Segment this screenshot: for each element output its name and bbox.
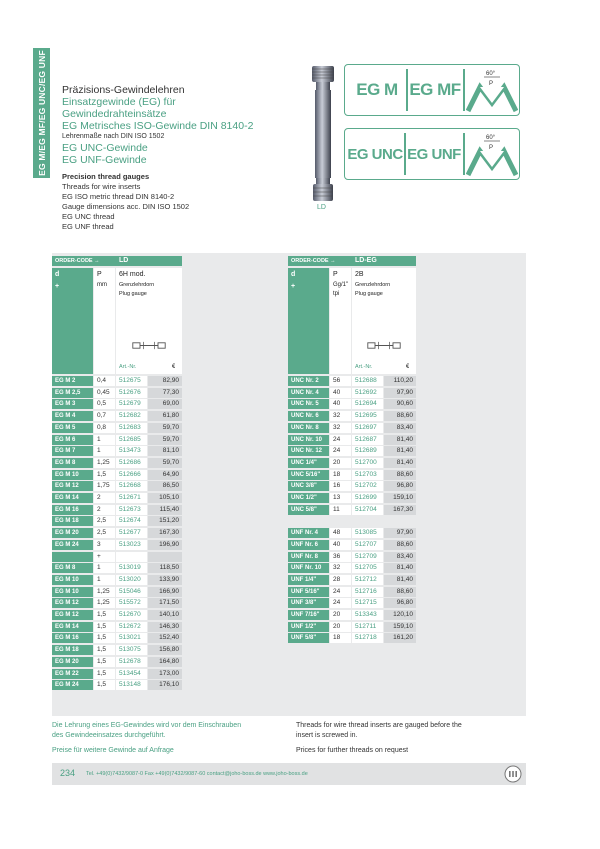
right-row-art: 512700 bbox=[352, 458, 383, 468]
left-row-d: EG M 24 bbox=[52, 680, 93, 690]
left-row-art: 512678 bbox=[116, 657, 147, 667]
left-row-p: 1 bbox=[94, 435, 115, 445]
right-row-d: UNF 3/8" bbox=[288, 598, 329, 608]
right-col-plus: + bbox=[291, 283, 296, 290]
right-row-d: UNC Nr. 8 bbox=[288, 423, 329, 433]
right-row-price: 81,40 bbox=[384, 563, 416, 573]
right-row-d: UNF Nr. 10 bbox=[288, 563, 329, 573]
green-line-2: Gewindedrahteinsätze bbox=[62, 108, 167, 120]
left-row-d: EG M 4 bbox=[52, 411, 93, 421]
logo-angle-2: 60° bbox=[486, 135, 496, 141]
right-col-p-unit2: tpi bbox=[333, 291, 340, 297]
right-row-art: 512695 bbox=[352, 411, 383, 421]
left-row-d: EG M 22 bbox=[52, 669, 93, 679]
left-row-p: 1,5 bbox=[94, 633, 115, 643]
logo-eg-unc-unf bbox=[344, 128, 520, 180]
left-row-price: 164,80 bbox=[148, 657, 182, 667]
left-row-price: 81,10 bbox=[148, 446, 182, 456]
en-line-2: EG ISO metric thread DIN 8140-2 bbox=[62, 192, 175, 201]
right-row-art: 512711 bbox=[352, 622, 383, 632]
left-row-p: 2 bbox=[94, 493, 115, 503]
left-row-art: 512683 bbox=[116, 423, 147, 433]
left-art-nr: Art.-Nr. bbox=[119, 364, 137, 370]
left-row-d: EG M 3 bbox=[52, 399, 93, 409]
right-order-code: ORDER-CODE → bbox=[288, 256, 352, 266]
left-row-price: 133,90 bbox=[148, 575, 182, 585]
left-row-p: 1,5 bbox=[94, 680, 115, 690]
right-row-p: 18 bbox=[330, 470, 351, 480]
left-row-art: 512676 bbox=[116, 388, 147, 398]
left-row-price: 152,40 bbox=[148, 633, 182, 643]
right-row-d: UNC 1/2" bbox=[288, 493, 329, 503]
right-row-art: 512697 bbox=[352, 423, 383, 433]
gauge-dims-de: Lehrenmaße nach DIN ISO 1502 bbox=[62, 133, 165, 140]
left-row-p: 1 bbox=[94, 446, 115, 456]
left-row-p: 1,5 bbox=[94, 645, 115, 655]
left-row-price: 86,50 bbox=[148, 481, 182, 491]
left-row-d: EG M 5 bbox=[52, 423, 93, 433]
right-row-p: 11 bbox=[330, 505, 351, 515]
left-row-art: 513075 bbox=[116, 645, 147, 655]
left-row-price: 166,90 bbox=[148, 587, 182, 597]
left-row-price: 140,10 bbox=[148, 610, 182, 620]
gauge-label: LD bbox=[317, 204, 326, 211]
right-row-d: UNF Nr. 4 bbox=[288, 528, 329, 538]
right-row-p: 32 bbox=[330, 563, 351, 573]
side-tab bbox=[33, 48, 50, 178]
right-row-art: 512687 bbox=[352, 435, 383, 445]
footer-en bbox=[296, 721, 536, 756]
right-row-p: 24 bbox=[330, 435, 351, 445]
price-de: Preise für weitere Gewinde auf Anfrage bbox=[52, 747, 174, 754]
right-row-price: 159,10 bbox=[384, 622, 416, 632]
thread-profile-icon bbox=[466, 67, 518, 113]
left-row-price: 59,70 bbox=[148, 458, 182, 468]
right-row-d: UNF 5/16" bbox=[288, 587, 329, 597]
green-line-1: Einsatzgewinde (EG) für bbox=[62, 96, 176, 108]
right-row-p: 32 bbox=[330, 411, 351, 421]
note-en-2: insert is screwed in. bbox=[296, 732, 358, 739]
green-line-4: EG UNC-Gewinde bbox=[62, 142, 148, 154]
right-row-d: UNC Nr. 12 bbox=[288, 446, 329, 456]
right-gauge-icon bbox=[366, 340, 402, 351]
right-row-price: 81,40 bbox=[384, 435, 416, 445]
company-logo-icon bbox=[504, 765, 522, 783]
right-row-p: 20 bbox=[330, 622, 351, 632]
right-col-p: P bbox=[333, 271, 338, 278]
left-row-art: 512672 bbox=[116, 622, 147, 632]
right-col-p-unit: Gg/1" bbox=[333, 282, 349, 288]
right-row-price: 83,40 bbox=[384, 423, 416, 433]
left-row-art: 513021 bbox=[116, 633, 147, 643]
left-desc-2: Grenzlehrdorn bbox=[119, 282, 155, 288]
right-row-p: 56 bbox=[330, 376, 351, 386]
left-row-p: 1 bbox=[94, 563, 115, 573]
left-gap-e bbox=[148, 552, 182, 562]
logo-eg-unf: EG UNF bbox=[407, 145, 461, 163]
left-row-p: 2,5 bbox=[94, 528, 115, 538]
right-row-price: 81,40 bbox=[384, 458, 416, 468]
right-row-art: 512704 bbox=[352, 505, 383, 515]
left-row-d: EG M 18 bbox=[52, 645, 93, 655]
en-line-4: EG UNC thread bbox=[62, 212, 115, 221]
right-row-p: 20 bbox=[330, 458, 351, 468]
left-row-p: 1,75 bbox=[94, 481, 115, 491]
left-row-art: 512673 bbox=[116, 505, 147, 515]
left-row-art: 512671 bbox=[116, 493, 147, 503]
left-row-art: 513473 bbox=[116, 446, 147, 456]
note-de-2: des Gewindeeinsatzes durchgeführt. bbox=[52, 732, 166, 739]
left-row-art: 513454 bbox=[116, 669, 147, 679]
right-row-art: 512712 bbox=[352, 575, 383, 585]
left-gauge-icon bbox=[131, 340, 167, 351]
right-row-art: 512716 bbox=[352, 587, 383, 597]
left-row-d: EG M 2 bbox=[52, 376, 93, 386]
left-row-art: 513019 bbox=[116, 563, 147, 573]
right-row-art: 512705 bbox=[352, 563, 383, 573]
left-col-p: P bbox=[97, 271, 102, 278]
right-row-d: UNC 3/8" bbox=[288, 481, 329, 491]
left-desc-1: 6H mod. bbox=[119, 271, 146, 278]
right-desc-1: 2B bbox=[355, 271, 364, 278]
right-row-p: 20 bbox=[330, 610, 351, 620]
left-row-p: 1,25 bbox=[94, 458, 115, 468]
contact-line: Tel. +49(0)7432/9087-0 Fax +49(0)7432/9087-60 contact@joho-boss.de www.joho-boss.de bbox=[86, 771, 308, 777]
right-row-art: 512692 bbox=[352, 388, 383, 398]
green-line-3: EG Metrisches ISO-Gewinde DIN 8140-2 bbox=[62, 120, 254, 132]
logo-p-2: P bbox=[489, 145, 494, 151]
left-row-price: 173,00 bbox=[148, 669, 182, 679]
left-col-p-unit: mm bbox=[97, 282, 107, 288]
left-row-d: EG M 7 bbox=[52, 446, 93, 456]
left-row-price: 64,90 bbox=[148, 470, 182, 480]
left-row-price: 69,00 bbox=[148, 399, 182, 409]
left-row-art: 512666 bbox=[116, 470, 147, 480]
left-row-d: EG M 10 bbox=[52, 587, 93, 597]
left-row-d: EG M 16 bbox=[52, 633, 93, 643]
left-row-price: 59,70 bbox=[148, 435, 182, 445]
left-row-art: 515572 bbox=[116, 598, 147, 608]
left-row-p: 1,5 bbox=[94, 622, 115, 632]
left-row-p: 0,5 bbox=[94, 399, 115, 409]
title-de: Präzisions-Gewindelehren bbox=[62, 84, 185, 96]
right-row-price: 81,40 bbox=[384, 575, 416, 585]
left-row-p: 3 bbox=[94, 540, 115, 550]
right-col-d: d bbox=[291, 271, 296, 278]
bottom-bar bbox=[52, 763, 526, 785]
right-row-price: 88,60 bbox=[384, 540, 416, 550]
left-row-art: 512674 bbox=[116, 516, 147, 526]
left-row-art: 512686 bbox=[116, 458, 147, 468]
right-row-d: UNC Nr. 4 bbox=[288, 388, 329, 398]
left-row-price: 167,30 bbox=[148, 528, 182, 538]
left-row-price: 171,50 bbox=[148, 598, 182, 608]
logo-eg-mf: EG MF bbox=[409, 80, 461, 99]
left-row-price: 146,30 bbox=[148, 622, 182, 632]
left-row-price: 151,20 bbox=[148, 516, 182, 526]
right-row-p: 13 bbox=[330, 493, 351, 503]
right-row-art: 512703 bbox=[352, 470, 383, 480]
right-row-d: UNC 1/4" bbox=[288, 458, 329, 468]
title-en: Precision thread gauges bbox=[62, 172, 150, 181]
left-row-price: 77,30 bbox=[148, 388, 182, 398]
note-de-1: Die Lehrung eines EG-Gewindes wird vor dem Einschrauben bbox=[52, 722, 242, 729]
left-row-p: 1,25 bbox=[94, 598, 115, 608]
logo-eg-unc: EG UNC bbox=[347, 145, 403, 163]
left-row-p: 1,5 bbox=[94, 610, 115, 620]
left-row-p: 0,4 bbox=[94, 376, 115, 386]
right-row-p: 28 bbox=[330, 575, 351, 585]
right-row-price: 88,60 bbox=[384, 470, 416, 480]
left-row-art: 512668 bbox=[116, 481, 147, 491]
right-row-p: 36 bbox=[330, 552, 351, 562]
left-gap-a bbox=[116, 552, 147, 562]
right-row-price: 161,20 bbox=[384, 633, 416, 643]
left-row-art: 512677 bbox=[116, 528, 147, 538]
left-row-d: EG M 12 bbox=[52, 610, 93, 620]
right-art-nr: Art.-Nr. bbox=[355, 364, 373, 370]
right-row-art: 512707 bbox=[352, 540, 383, 550]
left-row-p: 0,8 bbox=[94, 423, 115, 433]
plug-gauge-image bbox=[308, 64, 338, 204]
logo-eg-m: EG M bbox=[356, 80, 398, 99]
right-row-p: 40 bbox=[330, 399, 351, 409]
header bbox=[62, 84, 302, 232]
right-row-p: 24 bbox=[330, 587, 351, 597]
left-row-d: EG M 16 bbox=[52, 505, 93, 515]
right-desc-2: Grenzlehrdorn bbox=[355, 282, 391, 288]
right-row-price: 96,80 bbox=[384, 481, 416, 491]
left-row-d: EG M 10 bbox=[52, 470, 93, 480]
left-row-art: 512682 bbox=[116, 411, 147, 421]
right-row-p: 18 bbox=[330, 633, 351, 643]
right-row-p: 24 bbox=[330, 446, 351, 456]
right-row-d: UNF 1/2" bbox=[288, 622, 329, 632]
left-euro: € bbox=[172, 364, 176, 370]
right-row-price: 110,20 bbox=[384, 376, 416, 386]
right-row-d: UNC Nr. 2 bbox=[288, 376, 329, 386]
right-row-art: 512699 bbox=[352, 493, 383, 503]
right-row-p: 32 bbox=[330, 423, 351, 433]
left-row-d: EG M 14 bbox=[52, 493, 93, 503]
right-desc-3: Plug gauge bbox=[355, 291, 383, 297]
left-row-d: EG M 24 bbox=[52, 540, 93, 550]
right-row-p: 40 bbox=[330, 540, 351, 550]
left-row-price: 59,70 bbox=[148, 423, 182, 433]
footer-de bbox=[52, 721, 292, 756]
left-row-p: 1 bbox=[94, 575, 115, 585]
price-en: Prices for further threads on request bbox=[296, 747, 409, 754]
left-row-d: EG M 10 bbox=[52, 575, 93, 585]
right-row-d: UNC 5/16" bbox=[288, 470, 329, 480]
left-col-d: d bbox=[55, 271, 60, 278]
right-row-price: 97,90 bbox=[384, 528, 416, 538]
right-row-art: 512709 bbox=[352, 552, 383, 562]
right-row-d: UNC Nr. 10 bbox=[288, 435, 329, 445]
left-row-art: 513023 bbox=[116, 540, 147, 550]
right-type: LD-EG bbox=[352, 256, 416, 266]
right-row-art: 513343 bbox=[352, 610, 383, 620]
en-line-1: Threads for wire inserts bbox=[62, 182, 141, 191]
left-row-d: EG M 12 bbox=[52, 481, 93, 491]
left-col-plus: + bbox=[55, 283, 60, 290]
logo-angle: 60° bbox=[486, 71, 496, 77]
right-row-art: 512718 bbox=[352, 633, 383, 643]
right-row-p: 40 bbox=[330, 388, 351, 398]
left-order-code: ORDER-CODE → bbox=[52, 256, 116, 266]
left-row-price: 61,80 bbox=[148, 411, 182, 421]
left-row-price: 82,90 bbox=[148, 376, 182, 386]
left-row-d: EG M 6 bbox=[52, 435, 93, 445]
left-row-art: 512679 bbox=[116, 399, 147, 409]
right-row-p: 16 bbox=[330, 481, 351, 491]
left-row-art: 515046 bbox=[116, 587, 147, 597]
left-row-d: EG M 20 bbox=[52, 528, 93, 538]
left-row-price: 115,40 bbox=[148, 505, 182, 515]
left-row-price: 156,80 bbox=[148, 645, 182, 655]
right-row-d: UNC Nr. 5 bbox=[288, 399, 329, 409]
left-row-art: 513148 bbox=[116, 680, 147, 690]
side-tab-label: EG M/EG MF/EG UNC/EG UNF bbox=[36, 50, 47, 176]
note-en-1: Threads for wire thread inserts are gauged before the bbox=[296, 722, 462, 729]
right-row-art: 513085 bbox=[352, 528, 383, 538]
left-row-p: 1,5 bbox=[94, 470, 115, 480]
right-row-price: 83,40 bbox=[384, 552, 416, 562]
left-row-price: 176,10 bbox=[148, 680, 182, 690]
right-euro: € bbox=[406, 364, 410, 370]
left-desc-3: Plug gauge bbox=[119, 291, 147, 297]
left-row-p: 0,7 bbox=[94, 411, 115, 421]
left-row-price: 105,10 bbox=[148, 493, 182, 503]
right-row-price: 88,60 bbox=[384, 587, 416, 597]
left-row-d: EG M 12 bbox=[52, 598, 93, 608]
right-row-d: UNF 7/16" bbox=[288, 610, 329, 620]
left-row-p: 0,45 bbox=[94, 388, 115, 398]
left-row-p: 2 bbox=[94, 505, 115, 515]
right-row-price: 167,30 bbox=[384, 505, 416, 515]
left-row-d: EG M 8 bbox=[52, 563, 93, 573]
left-plus-mark: + bbox=[94, 552, 115, 562]
right-row-d: UNF Nr. 8 bbox=[288, 552, 329, 562]
logo-eg-m-mf bbox=[344, 64, 520, 116]
right-row-price: 159,10 bbox=[384, 493, 416, 503]
right-row-d: UNF Nr. 6 bbox=[288, 540, 329, 550]
green-line-5: EG UNF-Gewinde bbox=[62, 154, 147, 166]
left-row-price: 118,50 bbox=[148, 563, 182, 573]
left-row-art: 512685 bbox=[116, 435, 147, 445]
right-row-art: 512688 bbox=[352, 376, 383, 386]
left-row-p: 1,25 bbox=[94, 587, 115, 597]
right-row-d: UNF 1/4" bbox=[288, 575, 329, 585]
left-row-p: 2,5 bbox=[94, 516, 115, 526]
left-row-d: EG M 20 bbox=[52, 657, 93, 667]
right-row-price: 97,90 bbox=[384, 388, 416, 398]
right-row-art: 512702 bbox=[352, 481, 383, 491]
right-row-price: 90,60 bbox=[384, 399, 416, 409]
left-row-d: EG M 8 bbox=[52, 458, 93, 468]
right-row-price: 88,60 bbox=[384, 411, 416, 421]
right-row-d: UNF 5/8" bbox=[288, 633, 329, 643]
right-row-price: 81,40 bbox=[384, 446, 416, 456]
left-row-price: 196,90 bbox=[148, 540, 182, 550]
en-line-3: Gauge dimensions acc. DIN ISO 1502 bbox=[62, 202, 190, 211]
left-row-p: 1,5 bbox=[94, 657, 115, 667]
right-row-price: 120,10 bbox=[384, 610, 416, 620]
right-row-art: 512715 bbox=[352, 598, 383, 608]
left-row-d: EG M 18 bbox=[52, 516, 93, 526]
left-row-p: 1,5 bbox=[94, 669, 115, 679]
left-row-art: 512670 bbox=[116, 610, 147, 620]
left-row-d: EG M 2,5 bbox=[52, 388, 93, 398]
left-row-art: 512675 bbox=[116, 376, 147, 386]
en-line-5: EG UNF thread bbox=[62, 222, 114, 231]
right-row-d: UNC Nr. 6 bbox=[288, 411, 329, 421]
left-row-d: EG M 14 bbox=[52, 622, 93, 632]
right-row-art: 512694 bbox=[352, 399, 383, 409]
right-row-p: 24 bbox=[330, 598, 351, 608]
right-row-p: 48 bbox=[330, 528, 351, 538]
left-type: LD bbox=[116, 256, 182, 266]
page-number: 234 bbox=[60, 768, 76, 778]
right-row-price: 96,80 bbox=[384, 598, 416, 608]
thread-profile-icon-2 bbox=[466, 131, 518, 177]
right-row-d: UNC 5/8" bbox=[288, 505, 329, 515]
right-row-art: 512689 bbox=[352, 446, 383, 456]
left-gap-d bbox=[52, 552, 93, 562]
logo-p: P bbox=[489, 81, 494, 87]
left-row-art: 513020 bbox=[116, 575, 147, 585]
